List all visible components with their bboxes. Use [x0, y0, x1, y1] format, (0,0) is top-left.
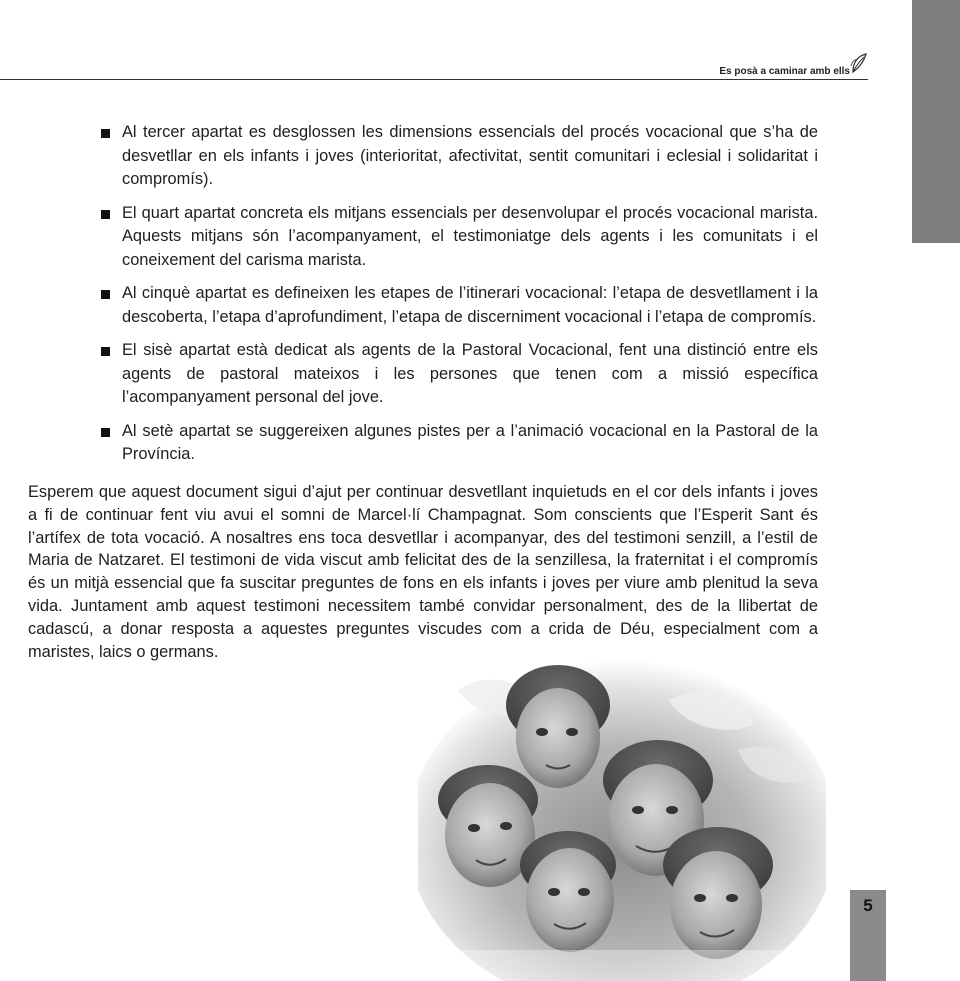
bullet-text: Al cinquè apartat es defineixen les etapes de l’itinerari vocacional: l’etapa de desvetllament i la descoberta, l’etapa d’aprofundiment, l’etapa de discerniment vocacional i l’etapa de compromís.	[122, 284, 818, 326]
header-title: Es posà a caminar amb ells	[719, 66, 850, 77]
bullet-text: El sisè apartat està dedicat als agents de la Pastoral Vocacional, fent una distinció entre els agents de pastoral mateixos i les persones que tenen com a missió específica l’acompanyament personal del jove.	[122, 341, 818, 406]
square-bullet-icon	[101, 210, 110, 219]
bullet-item	[100, 282, 818, 329]
bullet-item	[100, 339, 818, 410]
bullet-item	[100, 202, 818, 273]
leaf-logo-icon	[850, 52, 868, 74]
square-bullet-icon	[101, 347, 110, 356]
page-number: 5	[863, 896, 873, 915]
header-rule	[0, 79, 868, 80]
bullet-text: Al setè apartat se suggereixen algunes pistes per a l’animació vocacional en la Pastoral de la Província.	[122, 421, 818, 463]
side-tab	[912, 0, 960, 243]
body-paragraph: Esperem que aquest document sigui d’ajut per continuar desvetllant inquietuds en el cor dels infants i joves a fi de continuar fent viu avui el somni de Marcel·lí Champagnat. Som conscients que l’Esperit Sant és l’artífex de tota vocació. A nosaltres ens toca desvetllar i acompanyar, des del testimoni senzill, a l’estil de Maria de Natzaret. El testimoni de vida viscut amb felicitat des de la senzillesa, la fraternitat i el compromís és un mitjà essencial que fa suscitar preguntes de fons en els infants i joves per viure amb plenitud la seva vida. Juntament amb aquest testimoni necessitem també convidar personalment, des de la llibertat de cadascú, a donar resposta a aquestes preguntes viscudes com a crida de Déu, especialment com a maristes, laics o germans.	[28, 483, 818, 661]
square-bullet-icon	[101, 290, 110, 299]
bullet-list	[100, 121, 818, 477]
bullet-text: El quart apartat concreta els mitjans essencials per desenvolupar el procés vocacional marista. Aquests mitjans són l’acompanyament, el testimoniatge dels agents i les comunitats i el coneixement del carisma marista.	[122, 203, 818, 269]
square-bullet-icon	[101, 129, 110, 138]
square-bullet-icon	[101, 428, 110, 437]
page-header	[0, 60, 868, 82]
bullet-item	[100, 420, 818, 467]
children-group-photo	[418, 660, 826, 981]
bullet-item	[100, 121, 818, 192]
page-number-box	[850, 890, 886, 981]
bullet-text: Al tercer apartat es desglossen les dimensions essencials del procés vocacional que s’ha de desvetllar en els infants i joves (interioritat, afectivitat, sentit comunitari i eclesial i solidaritat i compromís).	[122, 123, 818, 188]
